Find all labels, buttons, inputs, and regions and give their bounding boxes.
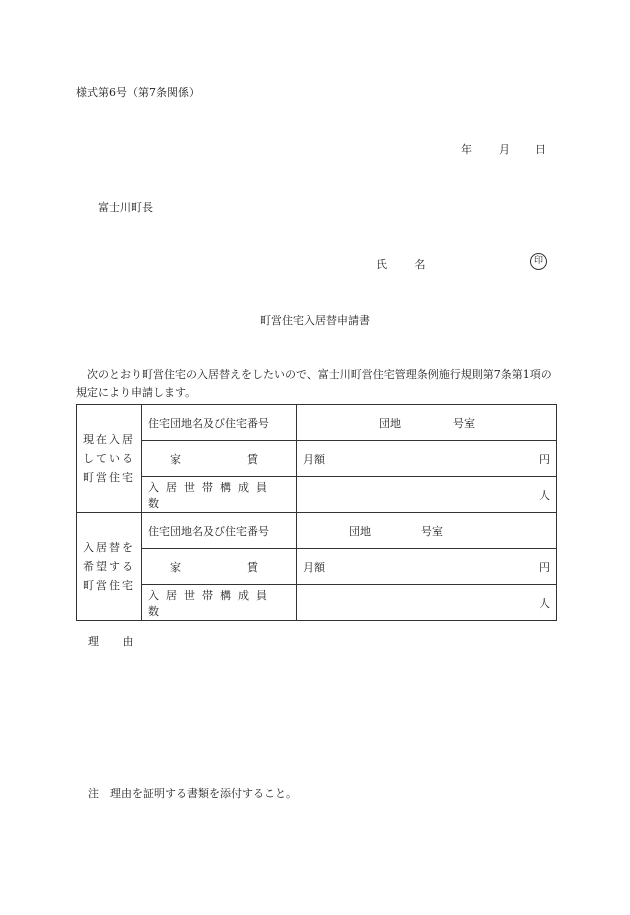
housing-number-label: 住宅団地名及び住宅番号: [142, 513, 297, 549]
room-unit: 号室: [421, 524, 443, 538]
applicant-name-label: 氏 名: [376, 258, 438, 271]
date-year-label: 年: [461, 143, 472, 156]
desired-housing-label: 入居替を希望する町営住宅: [77, 513, 142, 621]
household-members-label: 入居世帯構成員数: [142, 585, 297, 621]
application-statement: 次のとおり町営住宅の入居替えをしたいので、富士川町営住宅管理条例施行規則第7条第1項の規定により申請します。: [76, 368, 552, 399]
addressee: 富士川町長: [98, 201, 153, 214]
reason-label: 理 由: [88, 635, 144, 648]
desired-housing-number-field[interactable]: [297, 513, 557, 549]
rent-label: 家 賃: [142, 441, 297, 477]
danchi-unit: 団地: [379, 416, 401, 430]
current-household-members-field[interactable]: [297, 477, 557, 513]
table-row: [77, 513, 557, 549]
table-row: [77, 441, 557, 477]
housing-number-label: 住宅団地名及び住宅番号: [142, 405, 297, 441]
date-day-label: 日: [535, 143, 546, 156]
room-unit: 号室: [453, 416, 475, 430]
monthly-prefix: 月額: [303, 560, 325, 574]
person-unit: 人: [539, 596, 550, 610]
table-row: [77, 585, 557, 621]
current-housing-label: 現在入居している町営住宅: [77, 405, 142, 513]
note-text: 注 理由を証明する書類を添付すること。: [88, 787, 297, 800]
person-unit: 人: [539, 488, 550, 502]
seal-mark: 印: [530, 253, 547, 270]
table-row: [77, 549, 557, 585]
yen-unit: 円: [539, 560, 550, 574]
desired-rent-field[interactable]: [297, 549, 557, 585]
table-row: [77, 405, 557, 441]
current-housing-number-field[interactable]: [297, 405, 557, 441]
document-title: 町営住宅入居替申請書: [260, 314, 370, 327]
application-table: [76, 404, 557, 621]
yen-unit: 円: [539, 452, 550, 466]
danchi-unit: 団地: [349, 524, 371, 538]
household-members-label: 入居世帯構成員数: [142, 477, 297, 513]
monthly-prefix: 月額: [303, 452, 325, 466]
date-month-label: 月: [499, 143, 510, 156]
current-rent-field[interactable]: [297, 441, 557, 477]
table-row: [77, 477, 557, 513]
desired-household-members-field[interactable]: [297, 585, 557, 621]
form-number: 様式第6号（第7条関係）: [76, 86, 200, 99]
rent-label: 家 賃: [142, 549, 297, 585]
